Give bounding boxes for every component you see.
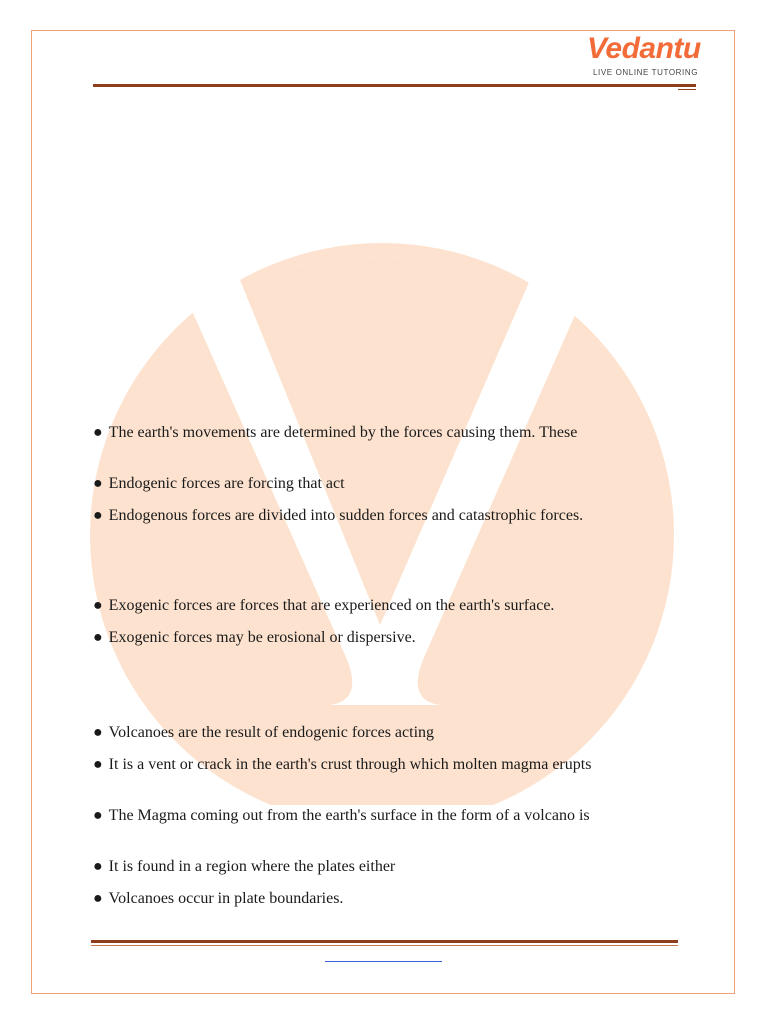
list-item <box>93 889 343 909</box>
list-item <box>93 755 591 775</box>
bullet-dot: ● <box>93 807 103 824</box>
bullet-dot: ● <box>93 890 103 907</box>
bullet-dot: ● <box>93 475 103 492</box>
list-item <box>93 474 345 494</box>
list-item <box>93 596 554 616</box>
vedantu-logo <box>585 32 705 78</box>
list-item-text: Endogenous forces are divided into sudden forces and catastrophic forces. <box>108 507 584 524</box>
footer-rule-thin <box>91 945 678 946</box>
list-item <box>93 628 416 648</box>
bullet-dot: ● <box>93 724 103 741</box>
list-item-text: It is found in a region where the plates either <box>108 858 396 875</box>
bullet-dot: ● <box>93 597 103 614</box>
bullet-dot: ● <box>93 858 103 875</box>
list-item-text: Volcanoes are the result of endogenic forces acting <box>108 724 435 741</box>
bullet-dot: ● <box>93 507 103 524</box>
logo-tagline: LIVE ONLINE TUTORING <box>593 68 699 77</box>
header-rule <box>93 84 696 87</box>
list-item <box>93 806 590 826</box>
list-item <box>93 723 434 743</box>
header-rule-accent <box>678 89 696 90</box>
footer-link-underline[interactable] <box>325 961 442 962</box>
list-item-text: Exogenic forces are forces that are experienced on the earth's surface. <box>108 597 555 614</box>
bullet-dot: ● <box>93 424 103 441</box>
list-item-text: It is a vent or crack in the earth's crust through which molten magma erupts <box>108 756 592 773</box>
list-item-text: Volcanoes occur in plate boundaries. <box>108 890 344 907</box>
list-item <box>93 506 583 526</box>
list-item <box>93 857 395 877</box>
list-item-text: Endogenic forces are forcing that act <box>108 475 345 492</box>
bullet-dot: ● <box>93 629 103 646</box>
footer-rule <box>91 940 678 943</box>
bullet-dot: ● <box>93 756 103 773</box>
logo-wordmark: Vedantu <box>587 32 701 65</box>
list-item-text: Exogenic forces may be erosional or dispersive. <box>108 629 416 646</box>
list-item-text: The earth's movements are determined by the forces causing them. These <box>108 424 578 441</box>
list-item-text: The Magma coming out from the earth's surface in the form of a volcano is <box>108 807 590 824</box>
list-item <box>93 423 577 443</box>
